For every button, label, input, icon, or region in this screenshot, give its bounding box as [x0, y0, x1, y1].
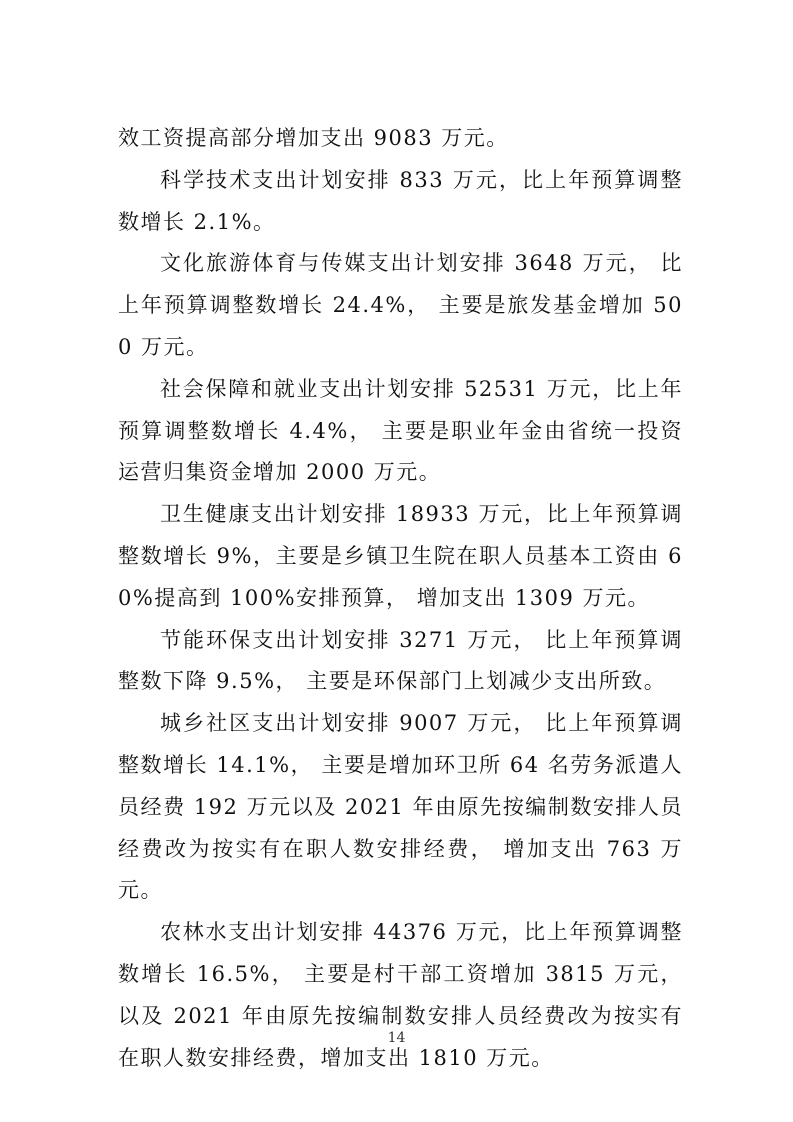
paragraph-agriculture: 农林水支出计划安排 44376 万元，比上年预算调整数增长 16.5%， 主要是村干部工资增加 3815 万元， 以及 2021 年由原先按编制数安排人员经费改为按实有在职人数安排经费，增加支出 1810 万元。	[118, 920, 683, 1070]
paragraph-urban-rural: 城乡社区支出计划安排 9007 万元， 比上年预算调整数增长 14.1%， 主要是增加环卫所 64 名劳务派遣人员经费 192 万元以及 2021 年由原先按编制数安排人员经费改为按实有在职人数安排经费， 增加支出 763 万元。	[118, 711, 683, 903]
paragraph-social-security: 社会保障和就业支出计划安排 52531 万元，比上年预算调整数增长 4.4%， 主要是职业年金由省统一投资运营归集资金增加 2000 万元。	[118, 376, 683, 485]
page-number: 14	[387, 1030, 406, 1046]
paragraph-science-technology: 科学技术支出计划安排 833 万元，比上年预算调整数增长 2.1%。	[118, 167, 683, 234]
paragraph-culture-tourism: 文化旅游体育与传媒支出计划安排 3648 万元， 比上年预算调整数增长 24.4%， 主要是旅发基金增加 500 万元。	[118, 251, 683, 359]
paragraph-health: 卫生健康支出计划安排 18933 万元，比上年预算调整数增长 9%，主要是乡镇卫生院在职人员基本工资由 60%提高到 100%安排预算， 增加支出 1309 万元。	[118, 502, 683, 610]
paragraph-environment: 节能环保支出计划安排 3271 万元， 比上年预算调整数下降 9.5%， 主要是环保部门上划减少支出所致。	[118, 627, 683, 694]
body-text	[118, 118, 683, 1079]
paragraph-continued: 效工资提高部分增加支出 9083 万元。	[118, 126, 509, 150]
